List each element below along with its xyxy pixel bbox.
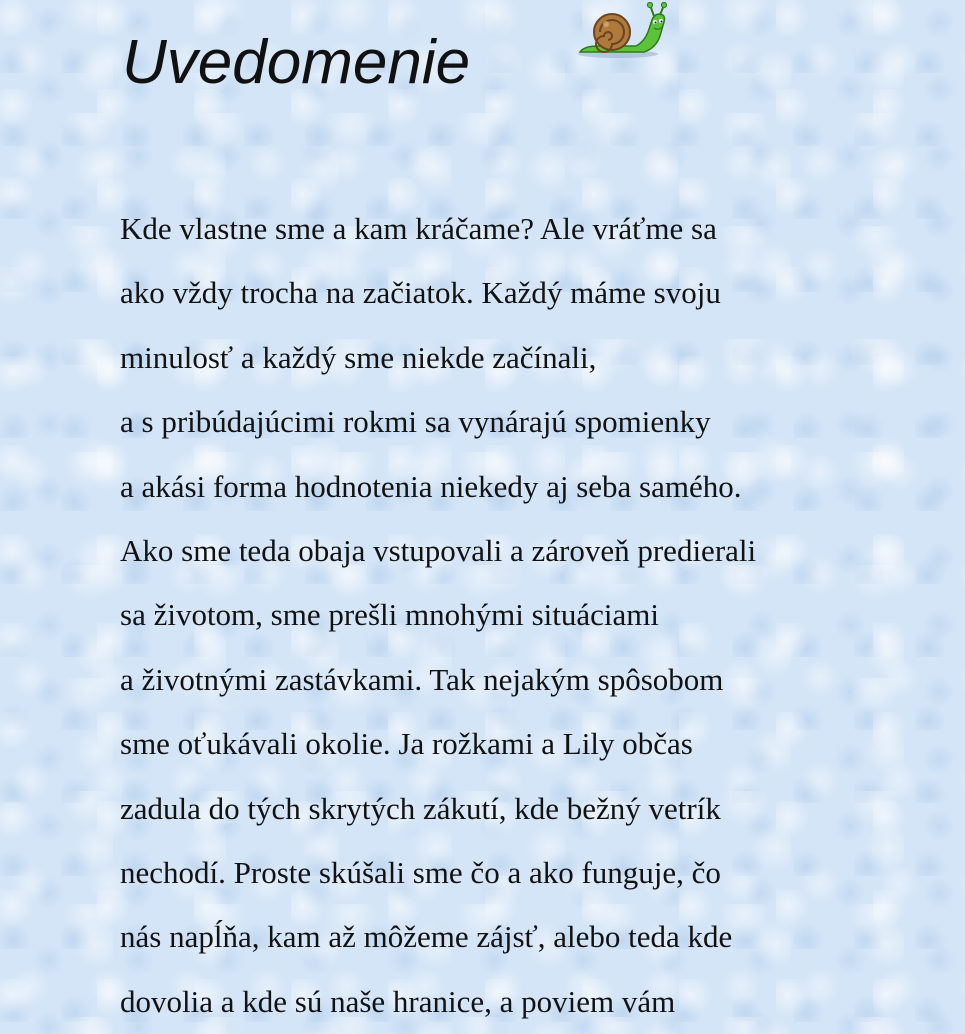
text-line: minulosť a každý sme niekde začínali, xyxy=(120,339,597,375)
page-title: Uvedomenie xyxy=(122,28,471,97)
text-line: zadula do tých skrytých zákutí, kde bežný vetrík xyxy=(120,790,721,826)
text-line: sme oťukávali okolie. Ja rožkami a Lily občas xyxy=(120,726,693,762)
snail-icon xyxy=(574,2,672,60)
body-text xyxy=(120,197,940,1034)
text-line: a s pribúdajúcimi rokmi sa vynárajú spomienky xyxy=(120,404,711,440)
text-line: Ako sme teda obaja vstupovali a zároveň predierali xyxy=(120,532,757,568)
text-line: ako vždy trocha na začiatok. Každý máme svoju xyxy=(120,275,721,311)
text-line: dovolia a kde sú naše hranice, a poviem vám xyxy=(120,983,676,1019)
text-line: sa životom, sme prešli mnohými situáciami xyxy=(120,597,659,633)
text-line: nás napĺňa, kam až môžeme zájsť, alebo teda kde xyxy=(120,919,733,955)
text-line: Kde vlastne sme a kam kráčame? Ale vráťme sa xyxy=(120,211,717,246)
text-line: nechodí. Proste skúšali sme čo a ako funguje, čo xyxy=(120,854,721,890)
text-line: a akási forma hodnotenia niekedy aj seba samého. xyxy=(120,468,742,504)
text-line: a životnými zastávkami. Tak nejakým spôsobom xyxy=(120,661,724,697)
